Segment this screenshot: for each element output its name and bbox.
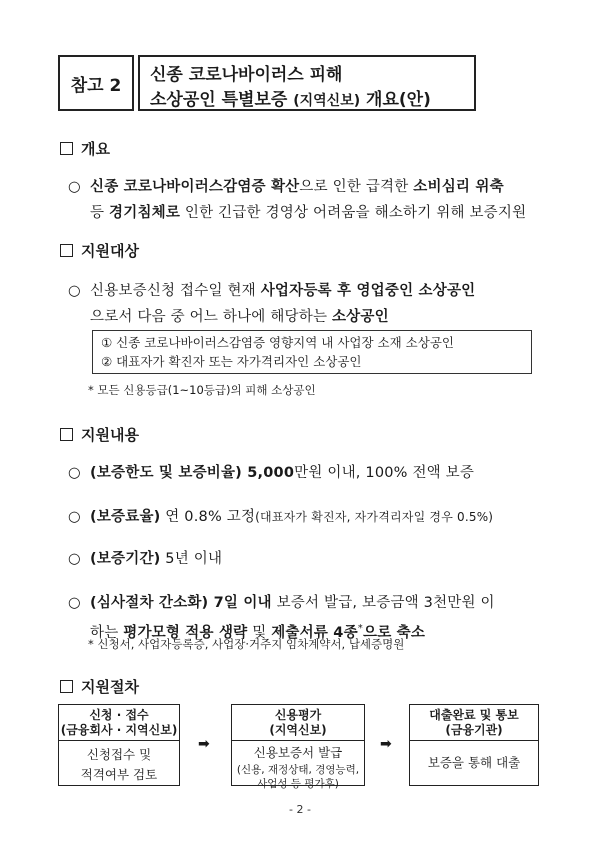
step-subtext: 사업성 등 평가후): [257, 778, 339, 790]
section-target-heading: [60, 240, 139, 261]
step-title: 신청 · 접수: [89, 708, 149, 722]
text: 만원 이내, 100% 전액 보증: [294, 465, 475, 481]
step-agency: (금융기관): [445, 723, 503, 737]
section-procedure-heading: [60, 676, 139, 697]
text: 및: [247, 624, 272, 641]
arrow-right-icon: ➡: [198, 736, 210, 752]
step-header: [59, 705, 179, 741]
checkbox-square-icon: [60, 680, 73, 693]
section-content-heading: [60, 424, 139, 445]
arrow-right-icon: ➡: [380, 736, 392, 752]
procedure-step-loan: [409, 704, 539, 786]
step-body: [410, 741, 538, 773]
footnote-mark: *: [357, 623, 363, 634]
step-agency: (지역신보): [269, 723, 327, 737]
checkbox-square-icon: [60, 244, 73, 257]
title-main: 소상공인 특별보증: [150, 90, 288, 110]
text: 으로서 다음 중 어느 하나에 해당하는: [90, 309, 332, 325]
bullet-icon: ○: [68, 283, 81, 299]
procedure-step-evaluation: [231, 704, 365, 790]
text: 등: [90, 205, 110, 221]
bullet-icon: ○: [68, 465, 81, 481]
step-header: [232, 705, 364, 741]
text-bold: 신종 코로나바이러스감염증 확산: [90, 179, 300, 195]
text-bold: 평가모형 적용 생략: [123, 624, 248, 641]
content-footnote: * 신청서, 사업자등록증, 사업장·거주지 임차계약서, 납세증명원: [88, 637, 405, 651]
section-overview-heading: [60, 138, 110, 159]
title-line-1: 신종 코로나바이러스 피해: [150, 65, 343, 85]
text-bold: (보증료율): [90, 509, 161, 525]
step-title: 대출완료 및 통보: [429, 708, 519, 722]
target-conditions-box: [92, 330, 532, 374]
text: 인한 긴급한 경영상 어려움을 해소하기 위해 보증지원: [180, 205, 527, 221]
title-end: 개요(안): [366, 90, 431, 110]
section-title: 지원내용: [81, 426, 139, 444]
checkbox-square-icon: [60, 142, 73, 155]
checkbox-square-icon: [60, 428, 73, 441]
step-text: 보증을 통해 대출: [427, 755, 521, 770]
text-bold: 으로 축소: [363, 624, 426, 641]
step-text: 적격여부 검토: [80, 767, 158, 782]
text-bold: (심사절차 간소화) 7일 이내: [90, 595, 272, 611]
bullet-icon: ○: [68, 595, 81, 611]
target-paragraph: [68, 278, 568, 330]
step-header: [410, 705, 538, 741]
text-bold: (보증기간): [90, 551, 161, 567]
title-line-2: [150, 88, 464, 114]
reference-label: 참고 2: [58, 55, 134, 111]
target-footnote: * 모든 신용등급(1~10등급)의 피해 소상공인: [88, 383, 316, 397]
step-text: 신용보증서 발급: [253, 745, 343, 760]
text: 보증서 발급, 보증금액 3천만원 이: [271, 595, 495, 611]
step-title: 신용평가: [274, 708, 322, 722]
condition-item: ② 대표자가 확진자 또는 자가격리자인 소상공인: [101, 354, 362, 369]
procedure-step-apply: [58, 704, 180, 786]
condition-item: ① 신종 코로나바이러스감염증 영향지역 내 사업장 소재 소상공인: [101, 335, 454, 350]
bullet-icon: ○: [68, 179, 81, 195]
content-item-fee: [68, 504, 493, 530]
section-title: 개요: [81, 140, 110, 158]
overview-paragraph: [68, 174, 568, 226]
section-title: 지원대상: [81, 242, 139, 260]
document-title: [138, 55, 476, 111]
text: 5년 이내: [160, 551, 223, 567]
step-body: [59, 741, 179, 785]
content-item-period: [68, 546, 222, 572]
text: 으로 인한 급격한: [299, 179, 414, 195]
step-text: 신청접수 및: [86, 747, 152, 762]
text-bold: 사업자등록 후 영업중인 소상공인: [260, 283, 476, 299]
text: 하는: [90, 624, 124, 641]
text-bold: 소상공인: [331, 309, 389, 325]
step-agency: (금융회사 · 지역신보): [60, 723, 178, 737]
bullet-icon: ○: [68, 509, 81, 525]
text-bold: 소비심리 위축: [413, 179, 504, 195]
text-bold: 제출서류 4종: [271, 624, 358, 641]
text: 신용보증신청 접수일 현재: [90, 283, 261, 299]
page-number: - 2 -: [289, 803, 311, 816]
section-title: 지원절차: [81, 678, 139, 696]
text-bold: (보증한도 및 보증비율) 5,000: [90, 465, 295, 481]
text-bold: 경기침체로: [109, 205, 181, 221]
text: 연 0.8% 고정: [160, 509, 256, 525]
text-small: (대표자가 확진자, 자가격리자일 경우 0.5%): [255, 510, 494, 524]
content-item-limit: [68, 460, 474, 486]
step-subtext: (신용, 재정상태, 경영능력,: [236, 764, 360, 776]
title-small: (지역신보): [293, 93, 361, 109]
bullet-icon: ○: [68, 551, 81, 567]
step-body: [232, 741, 364, 791]
